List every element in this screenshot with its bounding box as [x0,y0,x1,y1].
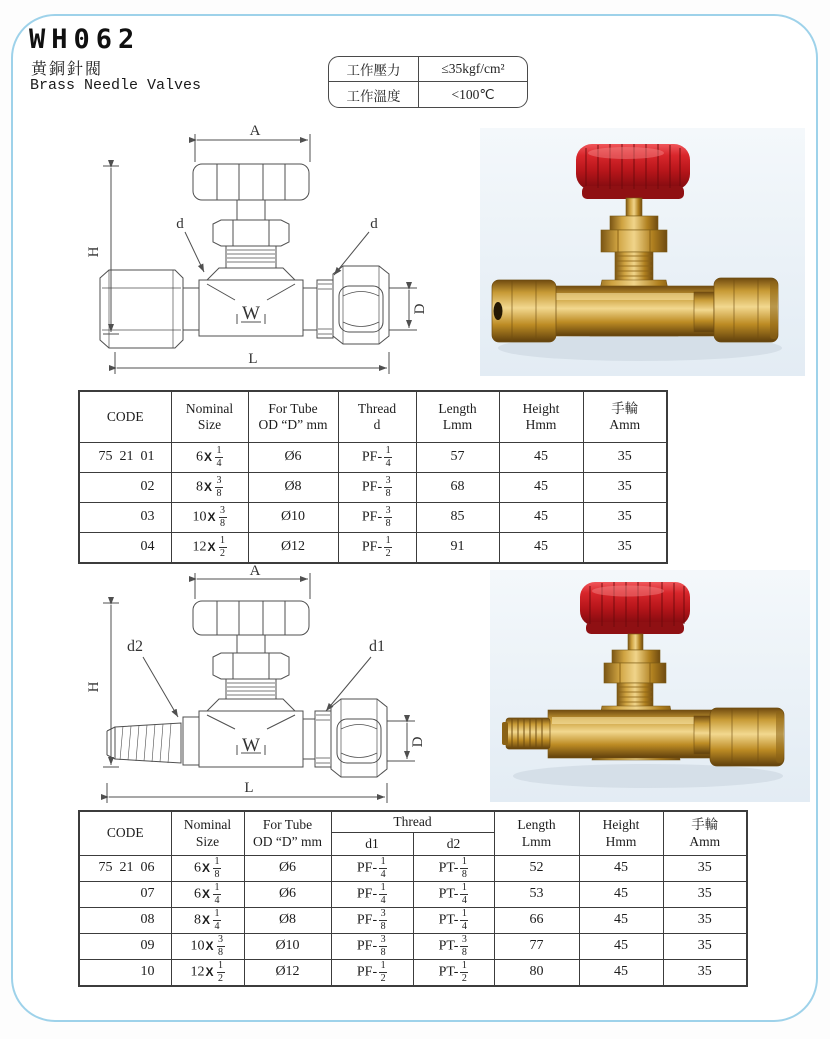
valve-photo-illustration-2 [490,570,810,802]
cell-length: 80 [494,960,579,987]
col-code: CODE [79,391,171,443]
cell-tube-od: Ø12 [248,533,338,564]
fraction: $\frac{1}{4}$ [385,445,391,469]
fraction: $\frac{3}{8}$ [461,934,467,958]
valve-symbol: W [242,735,260,756]
dim-label-d1: d1 [369,638,385,655]
fraction: $\frac{3}{8}$ [220,505,225,529]
cell-thread-d2: PT- $\frac{1}{2}$ [413,960,494,987]
dim-label-d2: d2 [127,638,143,655]
fraction: $\frac{1}{2}$ [385,535,391,559]
cell-code: 04 [79,533,171,564]
cell-handwheel: 35 [583,443,667,473]
cell-nominal-size: 6X $\frac{1}{4}$ [171,882,244,908]
cell-nominal-size: 12X $\frac{1}{2}$ [171,960,244,987]
cell-code: 03 [79,503,171,533]
cell-handwheel: 35 [663,882,747,908]
fraction: $\frac{3}{8}$ [380,934,386,958]
fraction: $\frac{1}{4}$ [461,882,467,906]
dimension-table-1 [78,390,668,564]
dim-label-a: A [249,123,261,139]
cell-tube-od: Ø12 [244,960,331,987]
cell-handwheel: 35 [583,473,667,503]
cell-thread-d2: PT- $\frac{1}{8}$ [413,856,494,882]
cell-length: 68 [416,473,499,503]
fraction: $\frac{1}{4}$ [461,908,467,932]
table-row [79,443,667,473]
table-row [79,960,747,987]
cell-length: 85 [416,503,499,533]
dim-label-d-left: d [176,216,184,232]
cell-thread-d1: PF- $\frac{1}{2}$ [331,960,413,987]
fraction: $\frac{1}{2}$ [218,960,223,984]
col-length: Length Lmm [416,391,499,443]
dim-label-l: L [244,780,254,796]
col-height: Height Hmm [499,391,583,443]
product-photo-2 [490,570,810,802]
cell-length: 91 [416,533,499,564]
fraction: $\frac{3}{8}$ [385,505,391,529]
cell-nominal-size: 8X $\frac{3}{8}$ [171,473,248,503]
cell-tube-od: Ø6 [244,856,331,882]
cell-height: 45 [579,882,663,908]
cell-handwheel: 35 [663,934,747,960]
cell-thread-d2: PT- $\frac{1}{4}$ [413,882,494,908]
cell-tube-od: Ø8 [244,908,331,934]
cell-thread: PF- $\frac{3}{8}$ [338,503,416,533]
cell-thread-d1: PF- $\frac{3}{8}$ [331,934,413,960]
cell-handwheel: 35 [663,908,747,934]
table-row [79,882,747,908]
cell-nominal-size: 6X $\frac{1}{8}$ [171,856,244,882]
dim-label-l: L [248,351,258,367]
col-length: Length Lmm [494,811,579,856]
cell-thread-d1: PF- $\frac{3}{8}$ [331,908,413,934]
cell-tube-od: Ø8 [248,473,338,503]
model-number: WH062 [29,24,141,55]
table1-header-row [79,391,667,443]
col-thread-d2: d2 [413,833,494,856]
table-row [79,934,747,960]
operating-spec-box [328,56,528,108]
spec-temperature-value: <100℃ [451,86,495,102]
table-row [79,533,667,564]
product-title-zh: 黄銅針閥 [31,61,104,78]
cell-handwheel: 35 [583,533,667,564]
cell-nominal-size: 10X $\frac{3}{8}$ [171,934,244,960]
cell-code: 09 [79,934,171,960]
table2-header-row-1 [79,811,747,833]
cell-length: 52 [494,856,579,882]
dim-label-d-right: d [370,216,378,232]
cell-height: 45 [499,443,583,473]
fraction: $\frac{1}{4}$ [380,856,386,880]
fraction: $\frac{1}{2}$ [461,960,467,984]
fraction: $\frac{1}{4}$ [214,882,220,906]
dimension-table-2 [78,810,748,987]
cell-length: 66 [494,908,579,934]
cell-nominal-size: 12X $\frac{1}{2}$ [171,533,248,564]
cell-code: 75 21 06 [79,856,171,882]
technical-drawing-2 [85,565,445,805]
fraction: $\frac{1}{8}$ [214,856,220,880]
col-height: Height Hmm [579,811,663,856]
spec-pressure-value: ≤35kgf/cm² [419,57,527,82]
table-row [79,473,667,503]
fraction: $\frac{1}{4}$ [214,908,220,932]
fraction: $\frac{3}{8}$ [218,934,223,958]
cell-handwheel: 35 [663,960,747,987]
cell-height: 45 [579,960,663,987]
cell-nominal-size: 6X $\frac{1}{4}$ [171,443,248,473]
cell-height: 45 [579,856,663,882]
col-tube-od: For Tube OD “D” mm [248,391,338,443]
cell-height: 45 [579,934,663,960]
cell-code: 08 [79,908,171,934]
valve-symbol: W [242,303,260,324]
col-thread-group: Thread [331,811,494,833]
fraction: $\frac{1}{8}$ [461,856,467,880]
cell-tube-od: Ø6 [244,882,331,908]
dim-label-dd: D [410,736,426,748]
cell-nominal-size: 8X $\frac{1}{4}$ [171,908,244,934]
cell-code: 75 21 01 [79,443,171,473]
cell-tube-od: Ø10 [248,503,338,533]
spec-temperature-label: 工作溫度 [329,82,419,107]
cell-thread-d2: PT- $\frac{1}{4}$ [413,908,494,934]
fraction: $\frac{1}{4}$ [380,882,386,906]
cell-code: 02 [79,473,171,503]
dim-label-dd: D [412,303,428,315]
cell-tube-od: Ø6 [248,443,338,473]
col-tube-od: For Tube OD “D” mm [244,811,331,856]
cell-length: 53 [494,882,579,908]
cell-height: 45 [579,908,663,934]
cell-thread-d1: PF- $\frac{1}{4}$ [331,882,413,908]
cell-height: 45 [499,473,583,503]
product-title-en: Brass Needle Valves [30,77,202,94]
col-code: CODE [79,811,171,856]
dim-label-h: H [86,246,102,258]
table-row [79,908,747,934]
cell-length: 77 [494,934,579,960]
cell-height: 45 [499,533,583,564]
cell-height: 45 [499,503,583,533]
cell-code: 07 [79,882,171,908]
cell-nominal-size: 10X $\frac{3}{8}$ [171,503,248,533]
cell-thread-d2: PT- $\frac{3}{8}$ [413,934,494,960]
col-handwheel: 手輪 Amm [663,811,747,856]
dim-label-h: H [86,681,102,693]
technical-drawing-1 [85,122,445,380]
cell-length: 57 [416,443,499,473]
cell-handwheel: 35 [583,503,667,533]
table-row [79,856,747,882]
table-row [79,503,667,533]
fraction: $\frac{3}{8}$ [380,908,386,932]
cell-thread: PF- $\frac{1}{2}$ [338,533,416,564]
cell-thread: PF- $\frac{3}{8}$ [338,473,416,503]
cell-handwheel: 35 [663,856,747,882]
col-handwheel: 手輪 Amm [583,391,667,443]
col-thread-d1: d1 [331,833,413,856]
product-photo-1 [480,128,805,376]
col-nominal-size: Nominal Size [171,811,244,856]
cell-tube-od: Ø10 [244,934,331,960]
fraction: $\frac{1}{4}$ [216,445,222,469]
fraction: $\frac{3}{8}$ [216,475,222,499]
cell-code: 10 [79,960,171,987]
fraction: $\frac{1}{2}$ [220,535,225,559]
fraction: $\frac{3}{8}$ [385,475,391,499]
cell-thread: PF- $\frac{1}{4}$ [338,443,416,473]
col-nominal-size: Nominal Size [171,391,248,443]
valve-photo-illustration-1 [480,128,805,376]
cell-thread-d1: PF- $\frac{1}{4}$ [331,856,413,882]
spec-pressure-label: 工作壓力 [329,57,419,82]
dim-label-a: A [249,565,261,579]
fraction: $\frac{1}{2}$ [380,960,386,984]
col-thread: Thread d [338,391,416,443]
